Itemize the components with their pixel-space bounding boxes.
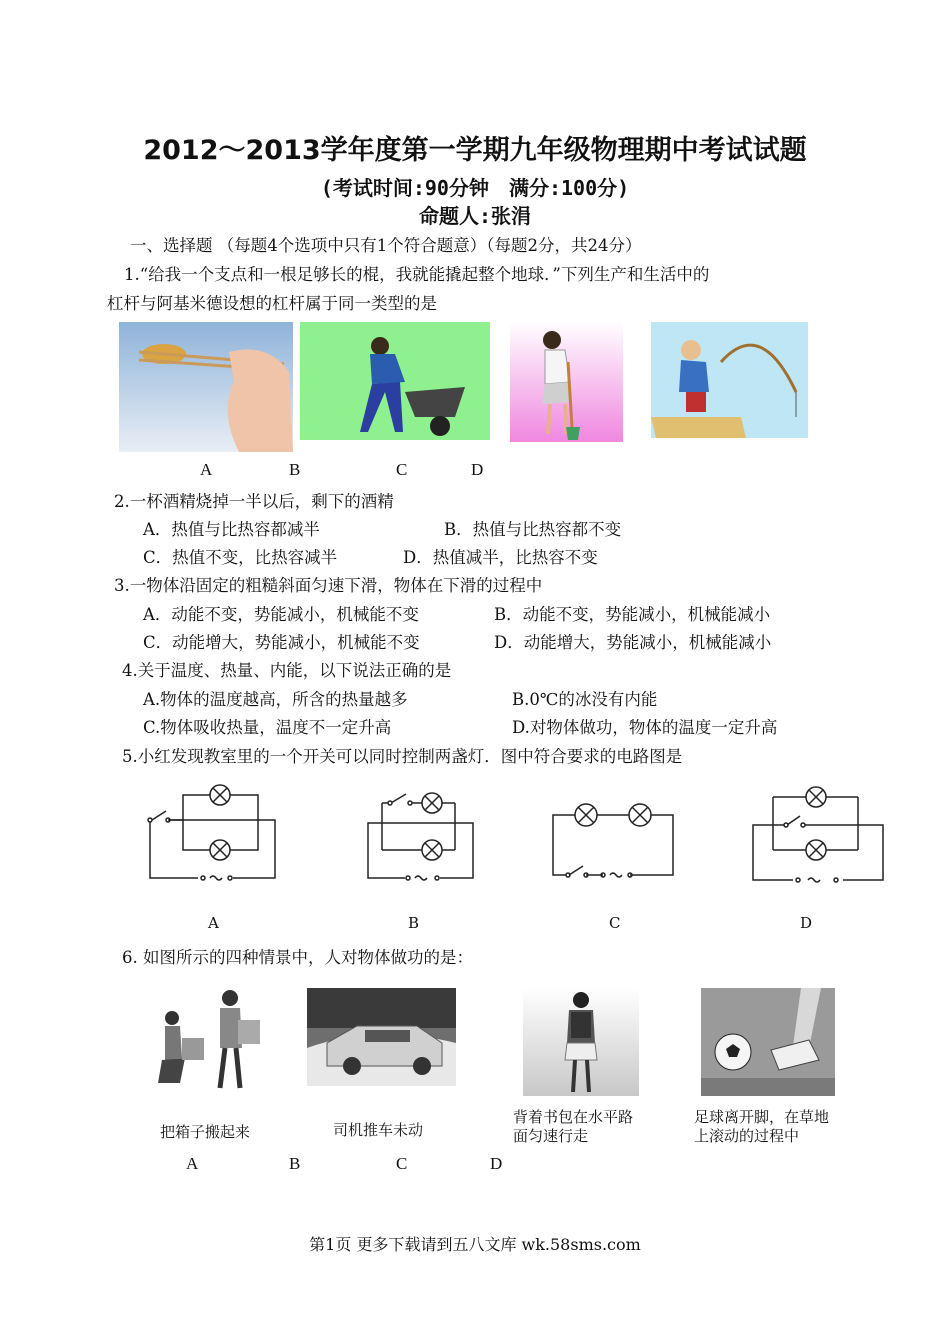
q3-stem: 3.一物体沿固定的粗糙斜面匀速下滑，物体在下滑的过程中 <box>114 576 543 595</box>
q2-option-c: C．热值不变，比热容减半 <box>143 548 338 567</box>
author-line: 命题人:张涓 <box>418 204 532 228</box>
q5-label-b: B <box>408 914 420 932</box>
q2-stem: 2.一杯酒精烧掉一半以后，剩下的酒精 <box>114 492 394 511</box>
circuit-a-drawing <box>138 775 283 887</box>
q1-label-d: D <box>471 460 484 479</box>
wheelbarrow-illustration <box>300 322 490 440</box>
page-footer: 第1页 更多下载请到五八文库 wk.58sms.com <box>309 1235 641 1254</box>
q6-label-c: C <box>396 1154 408 1173</box>
circuit-c-drawing <box>548 790 680 885</box>
car-in-snow-photo <box>307 988 456 1086</box>
circuit-d-drawing <box>748 775 890 887</box>
q4-option-c: C.物体吸收热量，温度不一定升高 <box>143 718 392 737</box>
chopsticks-hand-illustration <box>119 322 293 452</box>
q1-stem-line1: 1.“给我一个支点和一根足够长的棍，我就能撬起整个地球．”下列生产和生活中的 <box>124 265 710 284</box>
q6-label-d: D <box>490 1154 503 1173</box>
q3-option-c: C．动能增大，势能减小，机械能不变 <box>143 633 420 652</box>
q6-image-car <box>307 988 456 1086</box>
q2-option-b: B．热值与比热容都不变 <box>444 520 622 539</box>
circuit-diagram-d <box>748 775 890 887</box>
backpack-walking-photo <box>523 988 639 1096</box>
q5-stem: 5.小红发现教室里的一个开关可以同时控制两盏灯．图中符合要求的电路图是 <box>122 747 683 766</box>
q6-caption-b: 司机推车未动 <box>333 1121 424 1139</box>
q6-caption-c-line2: 面匀速行走 <box>513 1127 589 1145</box>
q4-option-b: B.0℃的冰没有内能 <box>512 690 658 709</box>
q1-label-c: C <box>396 460 408 479</box>
page-title: 2012～2013学年度第一学期九年级物理期中考试试题 <box>143 135 807 166</box>
q4-option-d: D.对物体做功，物体的温度一定升高 <box>512 718 778 737</box>
q2-option-a: A．热值与比热容都减半 <box>143 520 320 539</box>
circuit-diagram-a <box>138 775 283 887</box>
circuit-diagram-b <box>360 775 478 887</box>
q1-label-a: A <box>200 460 213 479</box>
q1-image-fishing <box>651 322 808 438</box>
q1-image-wheelbarrow <box>300 322 490 440</box>
q3-option-d: D．动能增大，势能减小，机械能减小 <box>494 633 772 652</box>
exam-info: (考试时间:90分钟 满分:100分) <box>320 176 630 200</box>
q1-image-chopsticks <box>119 322 293 452</box>
q6-image-backpack <box>523 988 639 1096</box>
broom-girl-illustration <box>510 322 623 442</box>
q1-label-b: B <box>289 460 301 479</box>
circuit-b-drawing <box>360 775 478 887</box>
q6-image-box-lifting <box>150 988 265 1090</box>
fishing-illustration <box>651 322 808 438</box>
q6-caption-d-line1: 足球离开脚，在草地 <box>694 1108 830 1126</box>
q1-image-broom <box>510 322 623 442</box>
q4-option-a: A.物体的温度越高，所含的热量越多 <box>143 690 408 709</box>
q5-label-d: D <box>800 914 813 932</box>
q6-caption-d-line2: 上滚动的过程中 <box>694 1127 800 1145</box>
q6-label-a: A <box>186 1154 199 1173</box>
q3-option-a: A．动能不变，势能减小，机械能不变 <box>143 605 419 624</box>
section-heading: 一、选择题 （每题4个选项中只有1个符合题意）（每题2分，共24分） <box>130 236 642 255</box>
football-kick-photo <box>701 988 835 1096</box>
q6-caption-c-line1: 背着书包在水平路 <box>513 1108 634 1126</box>
circuit-diagram-c <box>548 790 680 885</box>
box-lifting-photo <box>150 988 265 1090</box>
q3-option-b: B．动能不变，势能减小，机械能减小 <box>494 605 771 624</box>
q6-stem: 6. 如图所示的四种情景中，人对物体做功的是： <box>122 948 473 967</box>
q6-caption-a: 把箱子搬起来 <box>160 1123 251 1141</box>
q1-stem-line2: 杠杆与阿基米德设想的杠杆属于同一类型的是 <box>107 294 437 313</box>
q5-label-c: C <box>609 914 621 932</box>
q4-stem: 4.关于温度、热量、内能，以下说法正确的是 <box>122 661 452 680</box>
q2-option-d: D．热值减半，比热容不变 <box>403 548 598 567</box>
q6-label-b: B <box>289 1154 301 1173</box>
q5-label-a: A <box>208 914 219 932</box>
q6-image-football <box>701 988 835 1096</box>
